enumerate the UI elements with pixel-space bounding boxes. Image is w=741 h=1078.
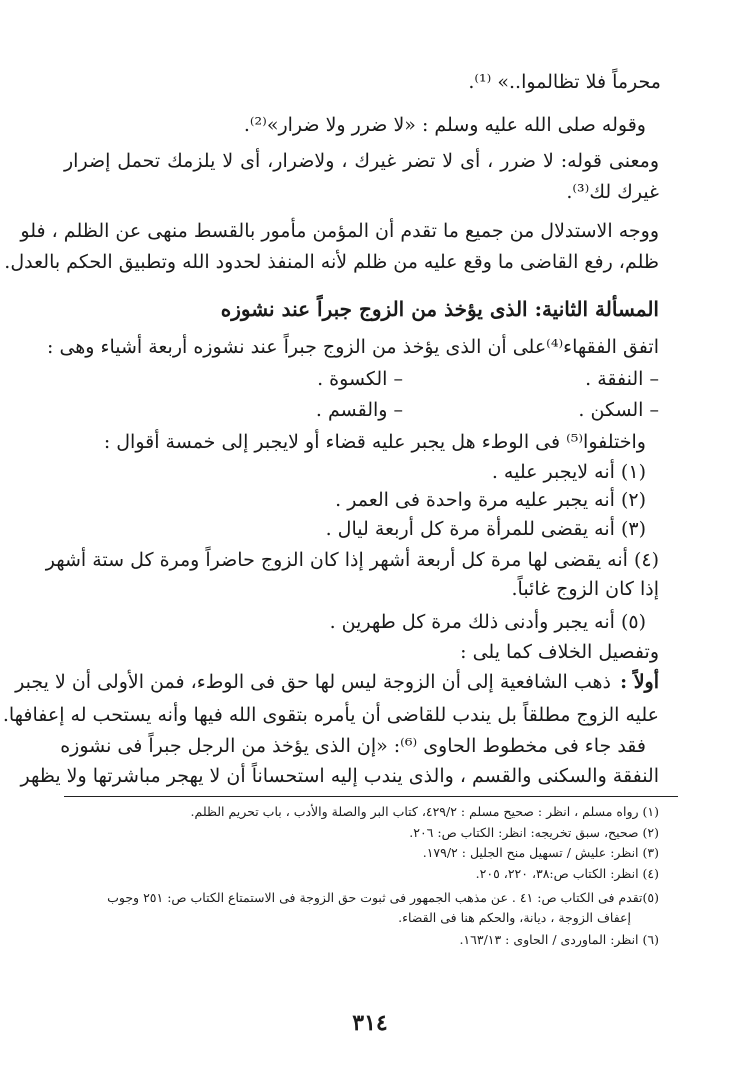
body-line: ظلم، رفع القاضى ما وقع عليه من ظلم لأنه المنفذ لحدود الله وتطبيق الحكم بالعدل. [4,251,659,273]
list-item-sakan: – السكن . [578,399,659,421]
footnote: (١) رواه مسلم ، انظر : صحيح مسلم : ٤٢٩/٢، كتاب البر والصلة والأدب ، باب تحريم الظلم. [190,804,659,819]
opinion-item: (٢) أنه يجبر عليه مرة واحدة فى العمر . [335,489,646,511]
body-line: ومعنى قوله: لا ضرر ، أى لا تضر غيرك ، ولاضرار، أى لا يلزمك تحمل إضرار [64,150,659,172]
footnote: إعفاف الزوجة ، ديانة، والحكم هنا فى القضاء. [398,910,631,925]
opinion-item: إذا كان الزوج غائباً. [511,578,659,600]
opinion-item: (٥) أنه يجبر وأدنى ذلك مرة كل طهرين . [329,611,646,633]
footnote: (٤) انظر: الكتاب ص:٣٨، ٢٢٠، ٢٠٥. [475,866,659,881]
list-item-qasm: – والقسم . [315,399,403,421]
section-title: المسألة الثانية: الذى يؤخذ من الزوج جبراً عند نشوزه [220,297,659,321]
list-item-kiswa: – الكسوة . [317,368,403,390]
section-line: فقد جاء فى مخطوط الحاوى ⁽⁶⁾: «إن الذى يؤخذ من الرجل جبراً فى نشوزه [60,735,646,757]
section-line: النفقة والسكنى والقسم ، والذى يندب إليه استحساناً أن لا يهجر مباشرتها ولا يظهر [20,765,659,787]
footnote: (٦) انظر: الماوردى / الحاوى : ١٦٣/١٣. [459,932,659,947]
section-line: وتفصيل الخلاف كما يلى : [460,641,659,663]
first-label: أولاً : [620,671,659,693]
section-line: اتفق الفقهاء⁽⁴⁾على أن الذى يؤخذ من الزوج جبراً عند نشوزه أربعة أشياء وهى : [47,336,659,358]
footnote-divider [64,796,678,797]
footnote: (٣) انظر: عليش / تسهيل منح الجليل : ١٧٩/٢. [422,845,659,860]
opinion-item: (١) أنه لايجبر عليه . [491,461,646,483]
body-line: وقوله صلى الله عليه وسلم : «لا ضرر ولا ضرار»⁽²⁾. [243,114,646,136]
section-line: واختلفوا⁽⁵⁾ فى الوطء هل يجبر عليه قضاء أو لايجبر إلى خمسة أقوال : [103,431,646,453]
opinion-item: (٣) أنه يقضى للمرأة مرة كل أربعة ليال . [325,518,646,540]
page-number: ٣١٤ [352,1010,388,1036]
body-line: محرماً فلا تظالموا..» ⁽¹⁾. [468,71,661,93]
body-line: ووجه الاستدلال من جميع ما تقدم أن المؤمن مأمور بالقسط منهى عن الظلم ، فلو [20,220,659,242]
opinion-item: (٤) أنه يقضى لها مرة كل أربعة أشهر إذا كان الزوج حاضراً ومرة كل ستة أشهر [45,549,659,571]
list-item-nafaqa: – النفقة . [585,368,659,390]
footnote: (٢) صحيح، سبق تخريجه: انظر: الكتاب ص: ٢٠٦. [409,825,659,840]
footnote: (٥)تقدم فى الكتاب ص: ٤١ . عن مذهب الجمهور فى ثبوت حق الزوجة فى الاستمتاع الكتاب ص: ٢٥١ وجوب [107,890,659,905]
section-line: ذهب الشافعية إلى أن الزوجة ليس لها حق فى الوطء، فمن الأولى أن لا يجبر [15,671,611,693]
body-line: غيرك لك⁽³⁾. [566,181,659,203]
section-line: عليه الزوج مطلقاً بل يندب للقاضى أن يأمره بتقوى الله فيها وأنه يستحب له إعفافها. [2,704,659,726]
